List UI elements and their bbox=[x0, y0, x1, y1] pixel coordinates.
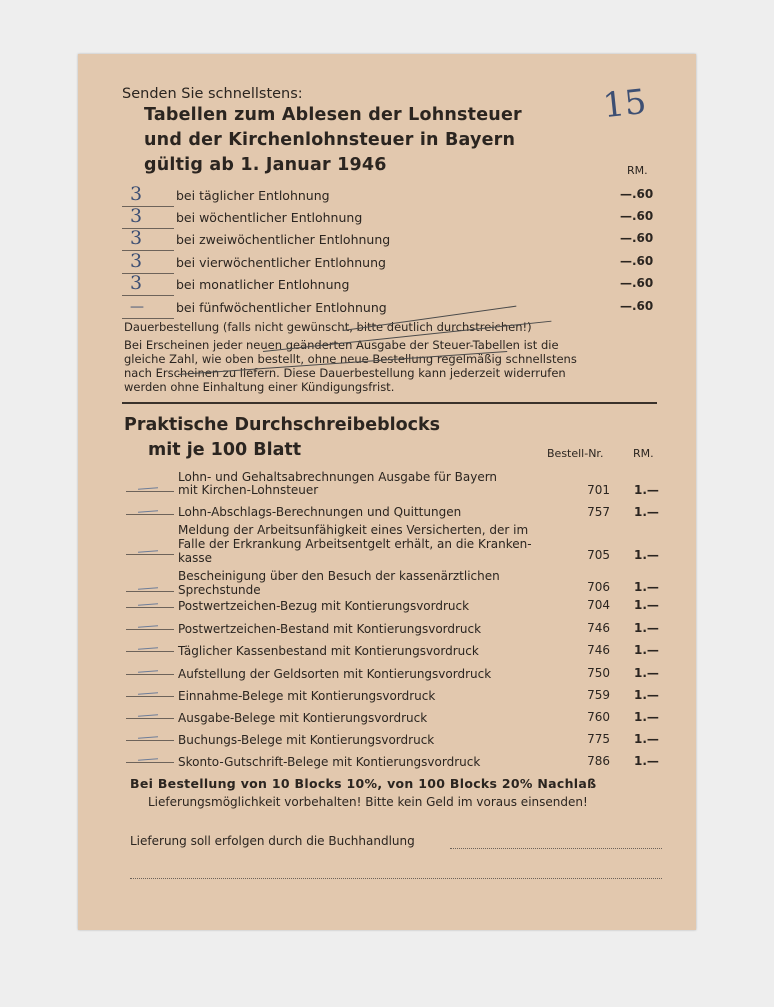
qty-field[interactable]: 3 bbox=[122, 230, 174, 251]
block-label: Postwertzeichen-Bezug mit Kontierungsvordruck bbox=[178, 599, 470, 613]
tabelle-label: bei zweiwöchentlicher Entlohnung bbox=[176, 232, 391, 247]
tabelle-price: —.60 bbox=[620, 187, 654, 201]
block-price: 1.— bbox=[634, 643, 659, 657]
order-qty-line[interactable] bbox=[126, 740, 174, 741]
block-label: Postwertzeichen-Bestand mit Kontierungsvordruck bbox=[178, 622, 482, 636]
qty-field[interactable]: 3 bbox=[122, 275, 174, 296]
block-label: Täglicher Kassenbestand mit Kontierungsvordruck bbox=[178, 644, 479, 658]
block-price: 1.— bbox=[634, 666, 659, 680]
bestell-nr: 775 bbox=[587, 732, 610, 746]
tabelle-label: bei monatlicher Entlohnung bbox=[176, 277, 350, 292]
qty-field[interactable]: 3 bbox=[122, 208, 174, 229]
order-qty-line[interactable] bbox=[126, 651, 174, 652]
block-label: mit Kirchen-Lohnsteuer bbox=[178, 483, 319, 497]
block-label: Sprechstunde bbox=[178, 583, 261, 597]
order-qty-line[interactable] bbox=[126, 674, 174, 675]
bestell-nr: 750 bbox=[587, 666, 610, 680]
title-line-3: gültig ab 1. Januar 1946 bbox=[144, 155, 387, 175]
block-label: Lohn- und Gehaltsabrechnungen Ausgabe für Bayern bbox=[178, 470, 498, 484]
tabelle-price: —.60 bbox=[620, 276, 654, 290]
block-price: 1.— bbox=[634, 688, 659, 702]
block-label: Buchungs-Belege mit Kontierungsvordruck bbox=[178, 733, 435, 747]
dauer-heading: Dauerbestellung (falls nicht gewünscht, bitte deutlich durchstreichen!) bbox=[124, 320, 532, 334]
block-price: 1.— bbox=[634, 548, 659, 562]
section-divider bbox=[122, 402, 657, 404]
block-price: 1.— bbox=[634, 598, 659, 612]
intro-text: Senden Sie schnellstens: bbox=[122, 86, 303, 102]
order-qty-line[interactable] bbox=[126, 514, 174, 515]
block-price: 1.— bbox=[634, 483, 659, 497]
order-form-card bbox=[78, 54, 696, 930]
block-label: Ausgabe-Belege mit Kontierungsvordruck bbox=[178, 711, 428, 725]
bestell-nr-header: Bestell-Nr. bbox=[547, 447, 604, 460]
bookstore-label: Lieferung soll erfolgen durch die Buchhandlung bbox=[130, 834, 415, 848]
bestell-nr: 759 bbox=[587, 688, 610, 702]
tabelle-price: —.60 bbox=[620, 209, 654, 223]
bestell-nr: 705 bbox=[587, 548, 610, 562]
dauer-line: werden ohne Einhaltung einer Kündigungsfrist. bbox=[124, 380, 395, 394]
bestell-nr: 701 bbox=[587, 483, 610, 497]
order-qty-line[interactable] bbox=[126, 591, 174, 592]
dauer-line: gleiche Zahl, wie oben bestellt, ohne neue Bestellung regelmäßig schnellstens bbox=[124, 352, 577, 366]
order-qty-line[interactable] bbox=[126, 629, 174, 630]
block-label: Skonto-Gutschrift-Belege mit Kontierungsvordruck bbox=[178, 755, 481, 769]
bestell-nr: 704 bbox=[587, 598, 610, 612]
dauer-line: Bei Erscheinen jeder neuen geänderten Ausgabe der Steuer-Tabellen ist die bbox=[124, 338, 559, 352]
tabelle-price: —.60 bbox=[620, 299, 654, 313]
tabelle-label: bei vierwöchentlicher Entlohnung bbox=[176, 255, 386, 270]
block-price: 1.— bbox=[634, 580, 659, 594]
block-price: 1.— bbox=[634, 732, 659, 746]
rm-header: RM. bbox=[633, 447, 654, 460]
tabelle-price: —.60 bbox=[620, 254, 654, 268]
rm-column-label: RM. bbox=[627, 164, 648, 177]
block-price: 1.— bbox=[634, 754, 659, 768]
bestell-nr: 757 bbox=[587, 505, 610, 519]
title-line-2: und der Kirchenlohnsteuer in Bayern bbox=[144, 130, 516, 150]
delivery-notice: Lieferungsmöglichkeit vorbehalten! Bitte kein Geld im voraus einsenden! bbox=[148, 795, 588, 809]
handwritten-total: 15 bbox=[601, 81, 649, 127]
title-line-1: Tabellen zum Ablesen der Lohnsteuer bbox=[144, 105, 522, 125]
block-label: Bescheinigung über den Besuch der kassenärztlichen bbox=[178, 569, 500, 583]
bestell-nr: 746 bbox=[587, 621, 610, 635]
order-qty-line[interactable] bbox=[126, 607, 174, 608]
block-label: Lohn-Abschlags-Berechnungen und Quittungen bbox=[178, 505, 462, 519]
bestell-nr: 760 bbox=[587, 710, 610, 724]
order-qty-line[interactable] bbox=[126, 696, 174, 697]
order-qty-line[interactable] bbox=[126, 491, 174, 492]
tabelle-label: bei fünfwöchentlicher Entlohnung bbox=[176, 300, 387, 315]
block-label: kasse bbox=[178, 551, 212, 565]
order-qty-line[interactable] bbox=[126, 762, 174, 763]
bestell-nr: 706 bbox=[587, 580, 610, 594]
blocks-title-line-1: Praktische Durchschreibeblocks bbox=[124, 415, 441, 435]
block-price: 1.— bbox=[634, 621, 659, 635]
tabelle-label: bei wöchentlicher Entlohnung bbox=[176, 210, 363, 225]
block-label: Meldung der Arbeitsunfähigkeit eines Versicherten, der im bbox=[178, 523, 529, 537]
block-label: Einnahme-Belege mit Kontierungsvordruck bbox=[178, 689, 436, 703]
discount-note: Bei Bestellung von 10 Blocks 10%, von 100 Blocks 20% Nachlaß bbox=[130, 776, 597, 791]
dauer-line: nach Erscheinen zu liefern. Diese Dauerbestellung kann jederzeit widerrufen bbox=[124, 366, 566, 380]
qty-field[interactable]: — bbox=[122, 298, 174, 319]
address-input-line[interactable] bbox=[130, 878, 662, 879]
qty-field[interactable]: 3 bbox=[122, 186, 174, 207]
bestell-nr: 746 bbox=[587, 643, 610, 657]
block-label: Aufstellung der Geldsorten mit Kontierungsvordruck bbox=[178, 667, 492, 681]
order-qty-line[interactable] bbox=[126, 554, 174, 555]
bestell-nr: 786 bbox=[587, 754, 610, 768]
bookstore-input-line[interactable] bbox=[450, 848, 662, 849]
block-price: 1.— bbox=[634, 505, 659, 519]
block-price: 1.— bbox=[634, 710, 659, 724]
qty-field[interactable]: 3 bbox=[122, 253, 174, 274]
block-label: Falle der Erkrankung Arbeitsentgelt erhält, an die Kranken- bbox=[178, 537, 532, 551]
blocks-title-line-2: mit je 100 Blatt bbox=[148, 440, 302, 460]
tabelle-label: bei täglicher Entlohnung bbox=[176, 188, 330, 203]
tabelle-price: —.60 bbox=[620, 231, 654, 245]
order-qty-line[interactable] bbox=[126, 718, 174, 719]
